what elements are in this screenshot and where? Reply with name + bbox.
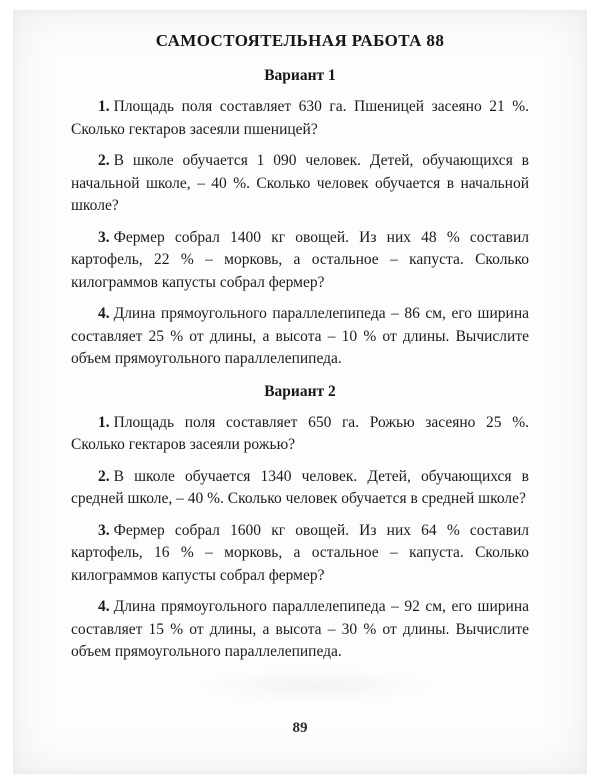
page-number: 89 — [292, 720, 308, 736]
problem-number: 3. — [98, 521, 110, 539]
variant-1-problem-2 — [71, 150, 529, 218]
problem-number: 2. — [98, 467, 110, 485]
problem-number: 1. — [98, 413, 110, 431]
problem-text: Площадь поля составляет 650 га. Рожью засеяно 25 %. Сколько гектаров засеяли рожью? — [71, 413, 529, 453]
worksheet-title: САМОСТОЯТЕЛЬНАЯ РАБОТА 88 — [155, 31, 445, 50]
problem-text: В школе обучается 1340 человек. Детей, обучающихся в средней школе, – 40 %. Сколько человек обучается в средней школе? — [71, 467, 529, 507]
variant-2-problem-4 — [71, 596, 529, 664]
problem-number: 4. — [98, 305, 110, 322]
problem-number: 2. — [98, 152, 110, 169]
variant-2-problem-1 — [71, 412, 529, 457]
problem-number: 4. — [98, 598, 110, 615]
problem-text: Длина прямоугольного параллелепипеда – 92 см, его ширина составляет 15 % от длины, а высота – 30 % от длины. Вычислите объем прямоугольного параллелепипеда. — [71, 598, 529, 660]
problem-number: 1. — [98, 98, 110, 115]
problem-number: 3. — [98, 228, 110, 246]
scan-bleedthrough-artifact — [194, 669, 434, 703]
variant-2-problem-3 — [71, 520, 529, 588]
variant-2-heading: Вариант 2 — [264, 382, 336, 400]
page-content — [71, 31, 529, 673]
problem-text: Площадь поля составляет 630 га. Пшеницей засеяно 21 %. Сколько гектаров засеяли пшеницей? — [71, 98, 529, 138]
problem-text: В школе обучается 1 090 человек. Детей, обучающихся в начальной школе, – 40 %. Сколько человек обучается в начальной школе? — [71, 152, 529, 214]
variant-1-problem-1 — [71, 96, 529, 141]
variant-1-heading: Вариант 1 — [264, 67, 336, 84]
page-surface — [13, 10, 587, 774]
problem-text: Фермер собрал 1600 кг овощей. Из них 64 % составил картофель, 16 % – морковь, а остальное – капуста. Сколько килограммов капусты собрал фермер? — [71, 521, 529, 584]
problem-text: Фермер собрал 1400 кг овощей. Из них 48 % составил картофель, 22 % – морковь, а остальное – капуста. Сколько килограммов капусты собрал фермер? — [71, 228, 529, 291]
variant-1-problem-3 — [71, 227, 529, 295]
problem-text: Длина прямоугольного параллелепипеда – 86 см, его ширина составляет 25 % от длины, а высота – 10 % от длины. Вычислите объем прямоугольного параллелепипеда. — [71, 305, 529, 367]
variant-1-problem-4 — [71, 303, 529, 371]
variant-2-problem-2 — [71, 466, 529, 511]
